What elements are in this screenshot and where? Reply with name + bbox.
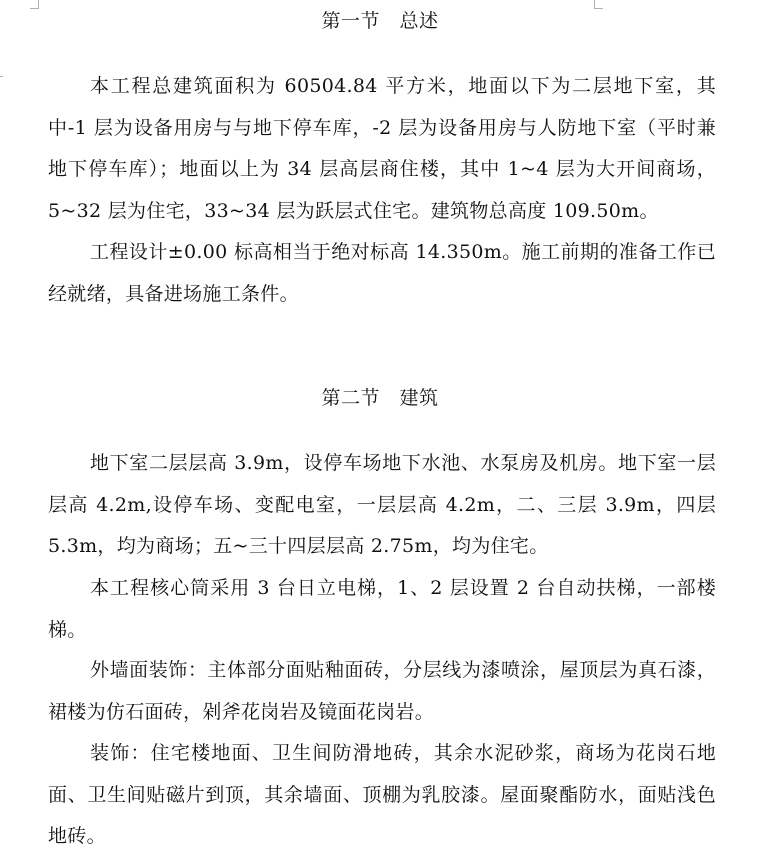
section-2-heading: 第二节 建筑 (321, 387, 439, 409)
section-1-paragraph-1: 本工程总建筑面积为 60504.84 平方米，地面以下为二层地下室，其中-1 层为设备用房与与地下停车库，-2 层为设备用房与人防地下室（平时兼地下停车库）；地面以上为 34 层高层商住楼，其中 1~4 层为大开间商场，5~32 层为住宅，33~34 层为跃层式住宅。建筑物总高度 109.50m。 (48, 75, 716, 222)
section-2-paragraph-4: 装饰：住宅楼地面、卫生间防滑地砖，其余水泥砂浆，商场为花岗石地面、卫生间贴磁片到顶，其余墙面、顶棚为乳胶漆。屋面聚酯防水，面贴浅色地砖。 (48, 742, 716, 847)
section-2-paragraph-3: 外墙面装饰：主体部分面贴釉面砖，分层线为漆喷涂，屋顶层为真石漆，裙楼为仿石面砖，剁斧花岗岩及镜面花岗岩。 (48, 659, 716, 723)
section-2-paragraph-1: 地下室二层层高 3.9m，设停车场地下水池、水泵房及机房。地下室一层层高 4.2m,设停车场、变配电室，一层层高 4.2m，二、三层 3.9m，四层 5.3m，均为商场；五~三十四层层高 2.75m，均为住宅。 (48, 452, 716, 557)
section-1-paragraph-2: 工程设计±0.00 标高相当于绝对标高 14.350m。施工前期的准备工作已经就绪，具备进场施工条件。 (48, 241, 716, 305)
section-1-heading: 第一节 总述 (321, 10, 439, 32)
margin-tick (0, 76, 3, 77)
section-2-paragraph-2: 本工程核心筒采用 3 台日立电梯，1、2 层设置 2 台自动扶梯，一部楼梯。 (48, 577, 716, 641)
